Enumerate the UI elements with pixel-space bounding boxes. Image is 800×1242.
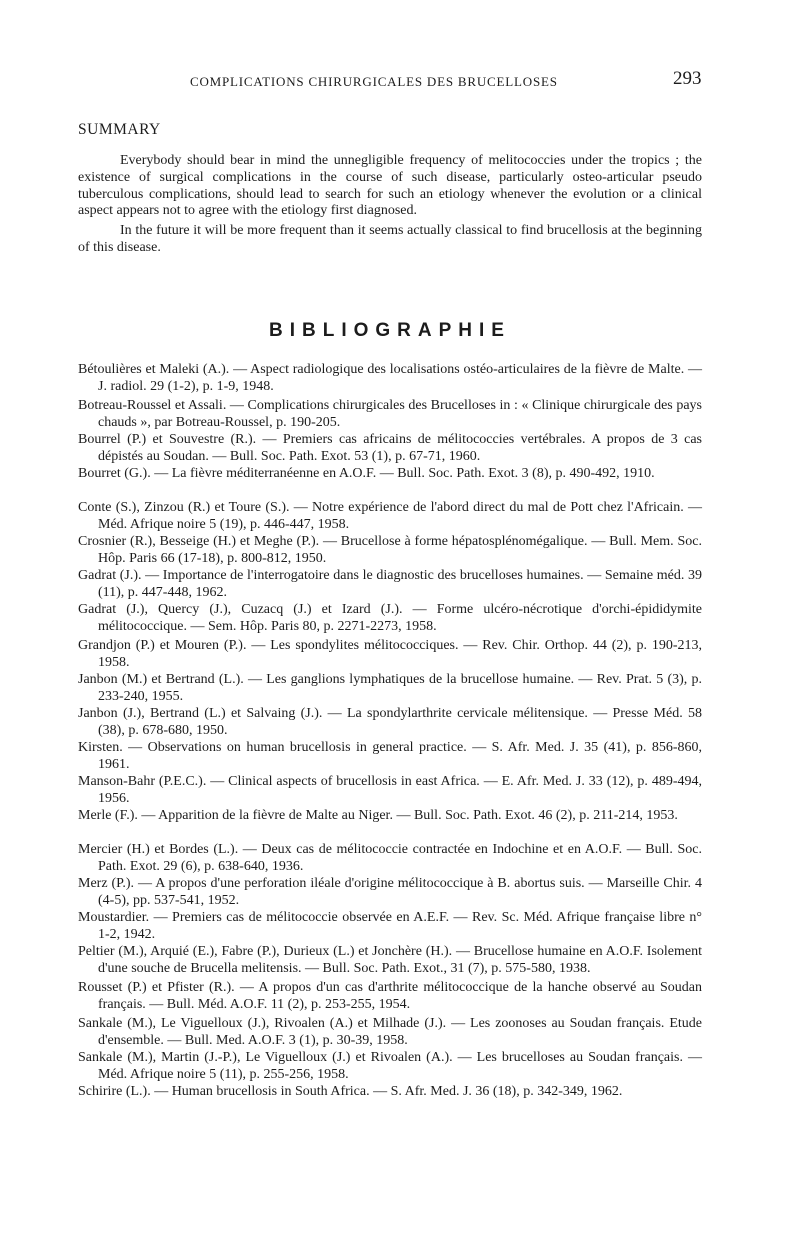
running-title: COMPLICATIONS CHIRURGICALES DES BRUCELLOSES xyxy=(190,74,558,89)
summary-heading: SUMMARY xyxy=(78,121,161,138)
page-number: 293 xyxy=(673,68,702,89)
reference-entry: Bourrel (P.) et Souvestre (R.). — Premiers cas africains de mélitococcies vertébrales. A propos de 3 cas dépistés au Soudan. — Bull. Soc. Path. Exot. 53 (1), p. 67-71, 1960. xyxy=(78,432,702,464)
reference-entry: Kirsten. — Observations on human brucellosis in general practice. — S. Afr. Med. J. 35 (41), p. 856-860, 1961. xyxy=(78,740,702,772)
reference-entry: Manson-Bahr (P.E.C.). — Clinical aspects of brucellosis in east Africa. — E. Afr. Med. J. 33 (12), p. 489-494, 1956. xyxy=(78,774,702,806)
reference-entry: Gadrat (J.), Quercy (J.), Cuzacq (J.) et Izard (J.). — Forme ulcéro-nécrotique d'orchi-épididymite mélitococcique. — Sem. Hôp. Paris 80, p. 2271-2273, 1958. xyxy=(78,602,702,634)
summary-paragraph: In the future it will be more frequent than it seems actually classical to find brucellosis at the beginning of this disease. xyxy=(78,223,702,255)
reference-entry: Merz (P.). — A propos d'une perforation iléale d'origine mélitococcique à B. abortus suis. — Marseille Chir. 4 (4-5), pp. 537-541, 1952. xyxy=(78,876,702,908)
reference-entry: Schirire (L.). — Human brucellosis in South Africa. — S. Afr. Med. J. 36 (18), p. 342-349, 1962. xyxy=(78,1084,623,1099)
reference-entry: Gadrat (J.). — Importance de l'interrogatoire dans le diagnostic des brucelloses humaines. — Semaine méd. 39 (11), p. 447-448, 1962. xyxy=(78,568,702,600)
reference-entry: Peltier (M.), Arquié (E.), Fabre (P.), Durieux (L.) et Jonchère (H.). — Brucellose humaine en A.O.F. Isolement d'une souche de Brucella melitensis. — Bull. Soc. Path. Exot., 31 (7), p. 575-580, 1938. xyxy=(78,944,702,976)
running-header xyxy=(190,68,710,90)
reference-entry: Bétoulières et Maleki (A.). — Aspect radiologique des localisations ostéo-articulaires de la fièvre de Malte. — J. radiol. 29 (1-2), p. 1-9, 1948. xyxy=(78,362,702,394)
reference-entry: Rousset (P.) et Pfister (R.). — A propos d'un cas d'arthrite mélitococcique de la hanche observé au Soudan français. — Bull. Méd. A.O.F. 11 (2), p. 253-255, 1954. xyxy=(78,980,702,1012)
reference-entry: Grandjon (P.) et Mouren (P.). — Les spondylites mélitococciques. — Rev. Chir. Orthop. 44 (2), p. 190-213, 1958. xyxy=(78,638,702,670)
summary-paragraph: Everybody should bear in mind the unnegligible frequency of melitococcies under the tropics ; the existence of surgical complications in the course of such disease, particularly osteo-articular pseudo tuberculous complications, should lead to search for such an etiology whenever the evolution or a clinical aspect appears not to agree with the etiology first diagnosed. xyxy=(78,153,702,219)
reference-entry: Mercier (H.) et Bordes (L.). — Deux cas de mélitococcie contractée en Indochine et en A.O.F. — Bull. Soc. Path. Exot. 29 (6), p. 638-640, 1936. xyxy=(78,842,702,874)
summary-body xyxy=(78,153,702,260)
bibliography-heading: BIBLIOGRAPHIE xyxy=(269,320,511,341)
reference-entry: Moustardier. — Premiers cas de mélitococcie observée en A.E.F. — Rev. Sc. Méd. Afrique française libre n° 1-2, 1942. xyxy=(78,910,702,942)
reference-entry: Janbon (J.), Bertrand (L.) et Salvaing (J.). — La spondylarthrite cervicale mélitensique. — Presse Méd. 58 (38), p. 678-680, 1950. xyxy=(78,706,702,738)
reference-entry: Janbon (M.) et Bertrand (L.). — Les ganglions lymphatiques de la brucellose humaine. — Rev. Prat. 5 (3), p. 233-240, 1955. xyxy=(78,672,702,704)
reference-entry: Merle (F.). — Apparition de la fièvre de Malte au Niger. — Bull. Soc. Path. Exot. 46 (2), p. 211-214, 1953. xyxy=(78,808,678,823)
reference-entry: Sankale (M.), Martin (J.-P.), Le Viguelloux (J.) et Rivoalen (A.). — Les brucelloses au Soudan français. — Méd. Afrique noire 5 (11), p. 255-256, 1958. xyxy=(78,1050,702,1082)
reference-entry: Conte (S.), Zinzou (R.) et Toure (S.). — Notre expérience de l'abord direct du mal de Pott chez l'Africain. — Méd. Afrique noire 5 (19), p. 446-447, 1958. xyxy=(78,500,702,532)
reference-entry: Sankale (M.), Le Viguelloux (J.), Rivoalen (A.) et Milhade (J.). — Les zoonoses au Soudan français. Etude d'ensemble. — Bull. Med. A.O.F. 3 (1), p. 30-39, 1958. xyxy=(78,1016,702,1048)
reference-entry: Crosnier (R.), Besseige (H.) et Meghe (P.). — Brucellose à forme hépatosplénomégalique. — Bull. Mem. Soc. Hôp. Paris 66 (17-18), p. 800-812, 1950. xyxy=(78,534,702,566)
reference-entry: Botreau-Roussel et Assali. — Complications chirurgicales des Brucelloses in : « Clinique chirurgicale des pays chauds », par Botreau-Roussel, p. 190-205. xyxy=(78,398,702,430)
reference-entry: Bourret (G.). — La fièvre méditerranéenne en A.O.F. — Bull. Soc. Path. Exot. 3 (8), p. 490-492, 1910. xyxy=(78,466,655,481)
